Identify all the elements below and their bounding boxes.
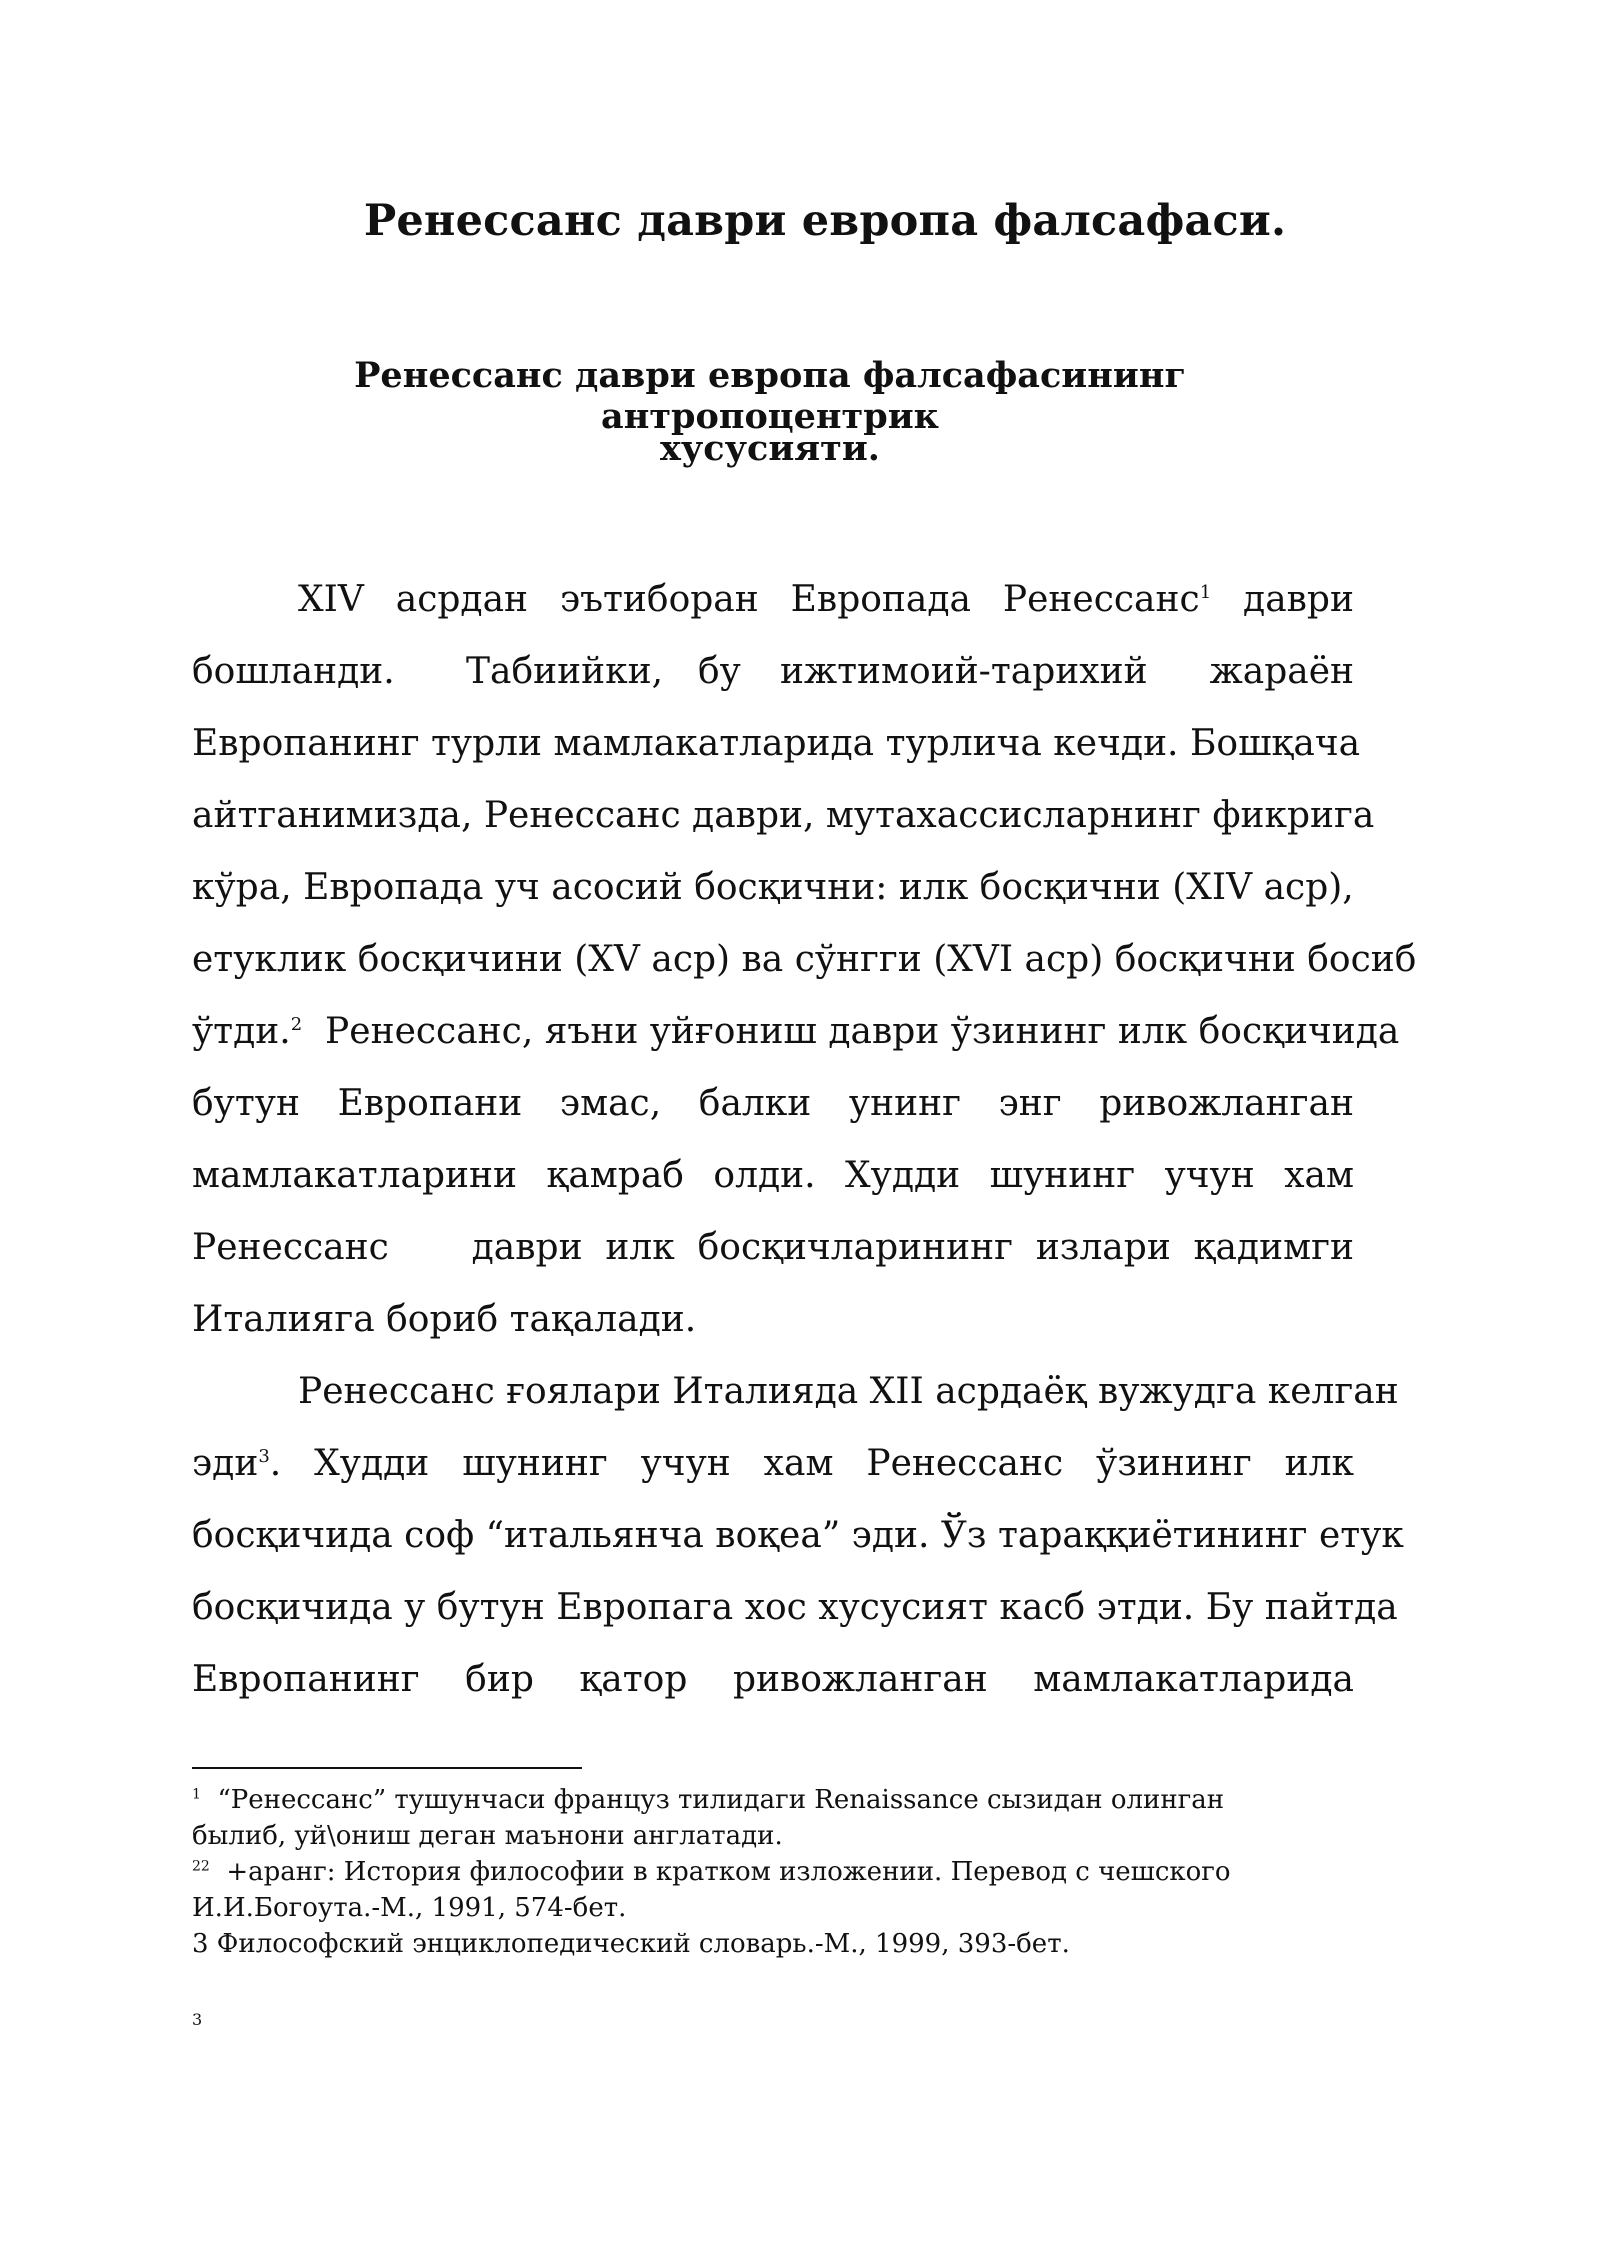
- page-title: Ренессанс даври европа фалсафаси.: [363, 196, 1287, 246]
- footnote-ref-2: 2: [290, 1014, 303, 1035]
- para1-line-4: айтганимизда, Ренессанс даври, мутахассисларнинг фикрига: [192, 795, 1375, 836]
- footnote-3: 3 Философский энциклопедический словарь.-М., 1999, 393-бет.: [192, 1929, 1070, 1959]
- para1-line-2: бошланди. Табиийки, бу ижтимоий-тарихий жараён: [192, 651, 1354, 692]
- para1-line-8: бутун Европани эмас, балки унинг энг ривожланган: [192, 1083, 1354, 1124]
- para1-line-7: ўтди.$^2$ Ренессанс, яъни уйғониш даври ўзининг илк босқичида: [192, 1011, 1400, 1052]
- footnote-ref-3: 3: [258, 1446, 270, 1467]
- footnote-2-line-1: $^{22}$ +аранг: История философии в кратком изложении. Перевод с чешского: [192, 1857, 1231, 1887]
- para1-line-11: Италияга бориб тақалади.: [192, 1299, 697, 1340]
- para1-line-5: кўра, Европада уч асосий босқични: илк босқични (XIV аср),: [192, 867, 1354, 908]
- footnote-1-mark: 1: [192, 1786, 201, 1803]
- para2-line-5: Европанинг бир қатор ривожланган мамлакатларида: [192, 1659, 1354, 1700]
- para1-line-9: мамлакатларини қамраб олди. Худди шунинг учун хам: [192, 1155, 1354, 1196]
- page-number: 3: [192, 2010, 203, 2029]
- para1-line-10: Ренессанс даври илк босқичларининг излари қадимги: [192, 1227, 1354, 1268]
- footnote-2-mark: 22: [192, 1858, 210, 1875]
- para2-line-1: Ренессанс ғоялари Италияда XII асрдаёқ вужудга келган: [298, 1371, 1399, 1412]
- para1-line-6: етуклик босқичини (XV аср) ва сўнгги (XVI аср) босқични босиб: [192, 939, 1417, 980]
- para2-line-3: босқичида соф “итальянча воқеа” эди. Ўз тараққиётининг етук: [192, 1515, 1404, 1556]
- subtitle-line-1: Ренессанс даври европа фалсафасининг антропоцентрик: [354, 355, 1186, 437]
- para1-line-1: XIV асрдан эътиборан Европада Ренессанс$^1$ даври: [298, 579, 1354, 620]
- para1-line-3: Европанинг турли мамлакатларида турлича кечди. Бошқача: [192, 723, 1361, 764]
- footnote-1-line-1: $^1$ “Ренессанс” тушунчаси француз тилидаги Renaissance сызидан олинган: [192, 1785, 1225, 1815]
- footnote-separator: [192, 1767, 582, 1769]
- subtitle-line-2: хусусияти.: [660, 428, 880, 469]
- footnote-ref-1: 1: [1199, 582, 1212, 603]
- para2-line-2: эди$^3$. Худди шунинг учун хам Ренессанс ўзининг илк: [192, 1443, 1354, 1484]
- footnote-2-line-2: И.И.Богоута.-М., 1991, 574-бет.: [192, 1893, 627, 1923]
- footnote-1-line-2: былиб, уй\ониш деган маънони англатади.: [192, 1821, 783, 1851]
- para2-line-4: босқичида у бутун Европага хос хусусият касб этди. Бу пайтда: [192, 1587, 1398, 1628]
